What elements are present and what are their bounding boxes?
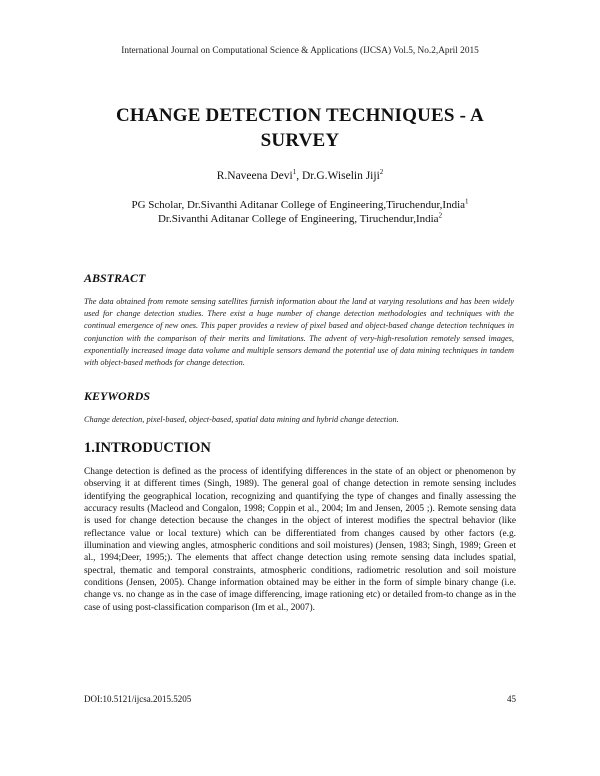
author-affiliation-marker: 2 [379,168,384,177]
author-name: R.Naveena Devi [216,170,293,182]
footer-doi: DOI:10.5121/ijcsa.2015.5205 [84,694,192,704]
abstract-body: The data obtained from remote sensing satellites furnish information about the land at varying resolutions and has been widely used for change detection studies. There exist a huge number of change detection methodologies and techniques with the continual emergence of new ones. This paper provides a review of pixel based and object-based change detection techniques in conjunction with the comparison of their merits and limitations. The advent of very-high-resolution remotely sensed images, exponentially increased image data volume and multiple sensors demand the potential use of data mining techniques in tandem with object-based methods for change detection. [84,297,514,368]
affiliation-line [0,213,600,225]
paper-title [60,103,540,153]
title-line-2: SURVEY [260,130,340,151]
introduction-heading: 1.INTRODUCTION [84,440,211,456]
page-number: 45 [507,694,516,704]
affiliation-marker: 1 [465,197,469,206]
keywords-body: Change detection, pixel-based, object-based, spatial data mining and hybrid change detection. [84,415,399,424]
author-separator: , [296,170,302,182]
journal-header: International Journal on Computational Science & Applications (IJCSA) Vol.5, No.2,April 2015 [121,46,479,56]
affiliation-marker: 2 [438,211,443,220]
affiliation-line [0,199,600,211]
title-line-1: CHANGE DETECTION TECHNIQUES - A [116,105,484,126]
affiliation-text: PG Scholar, Dr.Sivanthi Aditanar College of Engineering,Tiruchendur,India [131,199,466,211]
abstract-heading: ABSTRACT [84,271,146,285]
author-list [0,170,600,182]
affiliation-text: Dr.Sivanthi Aditanar College of Engineering, Tiruchendur,India [157,213,439,225]
author-name: Dr.G.Wiselin Jiji [301,170,380,182]
author-affiliation-marker: 1 [292,168,297,177]
keywords-heading: KEYWORDS [84,389,151,403]
introduction-body: Change detection is defined as the process of identifying differences in the state of an object or phenomenon by observing it at different times (Singh, 1989). The general goal of change detection in remote sensing includes identifying the geographical location, recognizing and quantifying the type of changes and finally assessing the accuracy results (Macleod and Congalon, 1998; Coppin et al., 2004; Im and Jensen, 2005 ;). Remote sensing data is used for change detection because the changes in the object of interest modifies the spectral behavior (like reflectance value or local texture) which can be differentiated from changes caused by other factors (e.g. illumination and viewing angles, atmospheric conditions and soil moistures) (Jensen, 1983; Singh, 1989; Green et al., 1994;Deer, 1995;). The elements that affect change detection using remote sensing data includes spatial, spectral, thematic and temporal constraints, atmospheric conditions, radiometric resolution and soil moisture conditions (Jensen, 2005). Change information obtained may be either in the form of simple binary change (i.e. change vs. no change as in the case of image differencing, image rationing etc) or detailed from-to change as in the case of using post-classification comparison (Im et al., 2007). [84,467,516,613]
